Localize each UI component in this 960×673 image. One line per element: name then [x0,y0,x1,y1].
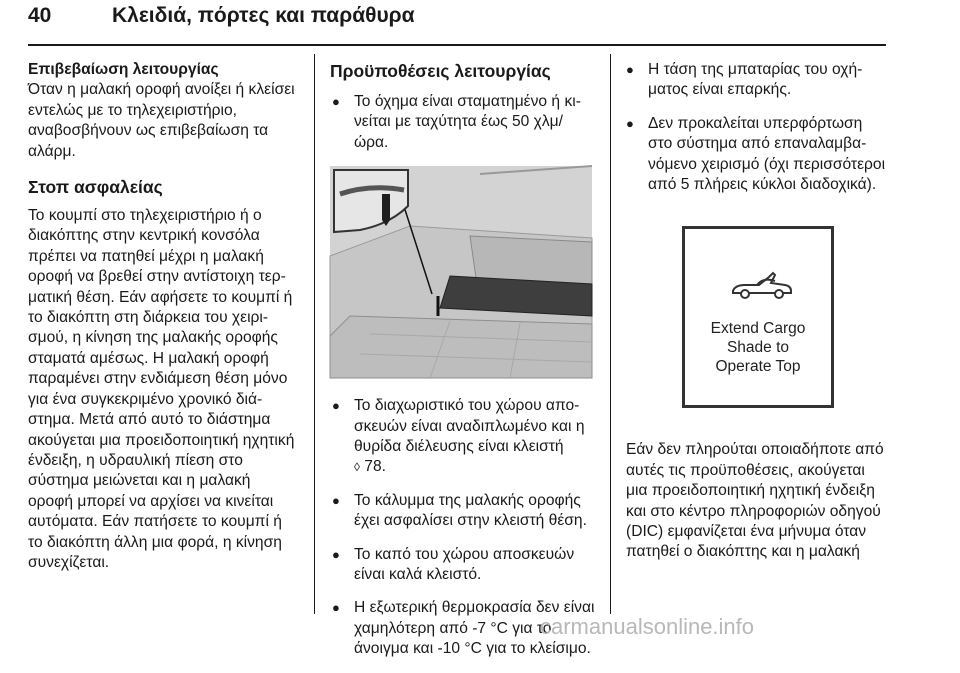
column-divider-2 [610,54,611,614]
column-2 [330,60,596,673]
dic-message-figure [624,208,886,426]
convertible-car-icon [729,265,793,305]
dic-display [682,226,834,408]
dic-message-line-2: Shade to [726,339,790,357]
page-title: Κλειδιά, πόρτες και παράθυρα [112,4,415,27]
cargo-shade-illustration [330,166,592,378]
column-3 [624,60,890,563]
safety-heading: Στοπ ασφαλείας [28,177,163,198]
column-1 [28,60,298,573]
column-divider-1 [314,54,315,614]
dic-message-line-1: Extend Cargo [710,320,806,338]
conditions-heading: Προϋποθέσεις λειτουργίας [330,61,551,81]
header-rule [28,44,886,46]
cross-reference-page: 78. [364,458,386,476]
condition-partition: ● Το διαχωριστικό του χώρου αποσκευών είναι αναδιπλωμένο και η θυρίδα διέλευσης είναι κλειστή ◊ 78. [330,396,596,478]
conditions-list [330,92,596,153]
page-number: 40 [28,4,52,27]
dic-message [685,319,831,376]
confirm-heading: Επιβεβαίωση λειτουργίας [28,61,219,78]
cross-reference-icon: ◊ [354,460,360,475]
closing-text: Εάν δεν πληρούται οποιαδήποτε από αυτές τις προϋποθέσεις, ακούγεται μια προειδοποιητική ηχητική ένδειξη και στο κέντρο πληροφοριών οδηγού (DIC) εμφανίζεται ένα μήνυμα όταν πατηθεί ο διακόπτης και η μαλακή [626,441,884,561]
conditions-list-col3 [624,60,890,195]
confirm-text: Όταν η μαλακή οροφή ανοίξει ή κλείσει εντελώς με το τηλεχειριστήριο, αναβοσβήνουν ως επιβεβαίωση τα αλάρμ. [28,81,295,160]
condition-battery: ● Η τάση της μπαταρίας του οχήματος είναι επαρκής. [624,60,890,101]
condition-cover-locked: ● Το κάλυμμα της μαλακής οροφής έχει ασφαλίσει στην κλειστή θέση. [330,491,596,532]
safety-text: Το κουμπί στο τηλεχειριστήριο ή ο διακόπτης στην κεντρική κονσόλα πρέπει να πατηθεί μέχρι η μαλακή οροφή να βρεθεί στην αντίστοιχη τερματική θέση. Εάν αφήσετε το κουμπί ή το διακόπτη στη διάρκεια του χειρισμού, η κίνηση της μαλακής οροφής σταματά αμέσως. Η μαλακή οροφή παραμένει στην ενδιάμεση θέση μόνο για ένα συγκεκριμένο χρονικό διάστημα. Μετά από αυτό το διάστημα ακούγεται μια προειδοποιητική ηχητική ένδειξη, η υδραυλική πίεση στο σύστημα μειώνεται και η μαλακή οροφή μπορεί να αρχίσει να κινείται αυτόματα. Εάν πατήσετε το κουμπί ή το διακόπτη άλλη μια φορά, η κίνηση συνεχίζεται. [28,207,295,571]
condition-temperature: ● Η εξωτερική θερμοκρασία δεν είναι χαμηλότερη από -7 °C για το άνοιγμα και -10 °C για το κλείσιμο. [330,598,596,659]
page-header [28,0,886,48]
condition-overload: ● Δεν προκαλείται υπερφόρτωση στο σύστημα από επαναλαμβανόμενο χειρισμό (όχι περισσότεροι από 5 πλήρεις κύκλοι διαδοχικά). [624,114,890,196]
condition-speed: ● Το όχημα είναι σταματημένο ή κινείται με ταχύτητα έως 50 χλμ/ώρα. [330,92,596,153]
watermark: carmanualsonline.info [540,614,755,639]
condition-trunk-closed: ● Το καπό του χώρου αποσκευών είναι καλά κλειστό. [330,545,596,586]
trunk-icon [330,166,592,378]
dic-message-line-3: Operate Top [715,358,801,376]
